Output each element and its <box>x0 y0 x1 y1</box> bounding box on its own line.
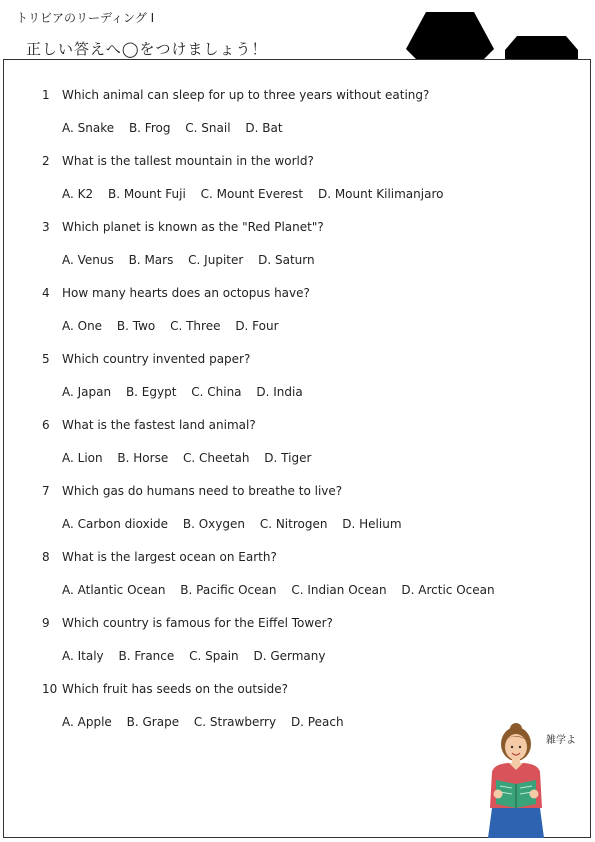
question-4 <box>42 286 310 300</box>
option-b[interactable]: B. Mars <box>128 253 174 267</box>
option-c[interactable]: C. Three <box>170 319 221 333</box>
option-d[interactable]: D. Helium <box>342 517 402 531</box>
option-a[interactable]: A. Carbon dioxide <box>62 517 169 531</box>
worksheet-title: トリビアのリーディング Ⅰ <box>16 11 155 25</box>
question-text: Which gas do humans need to breathe to live? <box>62 484 343 498</box>
question-5 <box>42 352 250 366</box>
option-c[interactable]: C. Nitrogen <box>259 517 328 531</box>
option-a[interactable]: A. Apple <box>62 715 112 729</box>
question-3 <box>42 220 324 234</box>
question-text: What is the fastest land animal? <box>62 418 256 432</box>
option-c[interactable]: C. Cheetah <box>183 451 250 465</box>
option-d[interactable]: D. Germany <box>253 649 326 663</box>
option-c[interactable]: C. Jupiter <box>188 253 244 267</box>
option-b[interactable]: B. Horse <box>117 451 169 465</box>
large-hexagon-icon <box>406 12 494 60</box>
question-text: How many hearts does an octopus have? <box>62 286 310 300</box>
option-b[interactable]: B. France <box>118 649 175 663</box>
question-10 <box>42 682 288 696</box>
option-c[interactable]: C. Snail <box>185 121 231 135</box>
question-2 <box>42 154 314 168</box>
options-9 <box>62 649 337 663</box>
options-2 <box>62 187 454 201</box>
hexagon-decoration <box>0 0 595 60</box>
question-number: 4 <box>42 286 50 300</box>
question-number: 10 <box>42 682 58 696</box>
option-a[interactable]: A. Venus <box>62 253 114 267</box>
option-c[interactable]: C. Spain <box>189 649 239 663</box>
question-number: 2 <box>42 154 50 168</box>
question-7 <box>42 484 342 498</box>
option-b[interactable]: B. Pacific Ocean <box>180 583 277 597</box>
question-8 <box>42 550 277 564</box>
option-d[interactable]: D. Peach <box>290 715 344 729</box>
option-d[interactable]: D. Saturn <box>258 253 315 267</box>
option-d[interactable]: D. Bat <box>245 121 283 135</box>
option-a[interactable]: A. K2 <box>62 187 94 201</box>
option-b[interactable]: B. Two <box>116 319 156 333</box>
options-10 <box>62 715 355 729</box>
option-a[interactable]: A. Atlantic Ocean <box>62 583 166 597</box>
option-b[interactable]: B. Grape <box>126 715 180 729</box>
question-number: 1 <box>42 88 50 102</box>
option-a[interactable]: A. Japan <box>62 385 112 399</box>
question-number: 8 <box>42 550 50 564</box>
question-text: Which planet is known as the "Red Planet"? <box>62 220 324 234</box>
options-1 <box>62 121 294 135</box>
options-8 <box>62 583 506 597</box>
option-b[interactable]: B. Frog <box>128 121 171 135</box>
question-6 <box>42 418 256 432</box>
girl-reading-book-icon <box>478 722 554 838</box>
instruction-text: 正しい答えへ◯をつけましょう！ <box>26 40 268 58</box>
options-4 <box>62 319 290 333</box>
question-number: 5 <box>42 352 50 366</box>
question-text: What is the largest ocean on Earth? <box>62 550 277 564</box>
question-9 <box>42 616 333 630</box>
option-c[interactable]: C. China <box>191 385 242 399</box>
question-text: Which country invented paper? <box>62 352 251 366</box>
question-number: 9 <box>42 616 50 630</box>
option-b[interactable]: B. Egypt <box>125 385 177 399</box>
option-a[interactable]: A. Italy <box>62 649 104 663</box>
option-d[interactable]: D. India <box>256 385 303 399</box>
option-d[interactable]: D. Arctic Ocean <box>401 583 495 597</box>
options-5 <box>62 385 314 399</box>
option-c[interactable]: C. Strawberry <box>193 715 277 729</box>
option-d[interactable]: D. Four <box>235 319 279 333</box>
option-a[interactable]: A. Lion <box>62 451 103 465</box>
options-3 <box>62 253 326 267</box>
question-text: What is the tallest mountain in the world? <box>62 154 314 168</box>
question-text: Which animal can sleep for up to three years without eating? <box>62 88 430 102</box>
option-b[interactable]: B. Mount Fuji <box>107 187 186 201</box>
option-b[interactable]: B. Oxygen <box>182 517 245 531</box>
options-7 <box>62 517 413 531</box>
question-number: 6 <box>42 418 50 432</box>
option-a[interactable]: A. One <box>62 319 103 333</box>
option-c[interactable]: C. Mount Everest <box>200 187 304 201</box>
option-c[interactable]: C. Indian Ocean <box>291 583 387 597</box>
question-text: Which country is famous for the Eiffel Tower? <box>62 616 333 630</box>
option-d[interactable]: D. Tiger <box>264 451 312 465</box>
question-number: 7 <box>42 484 50 498</box>
small-hexagon-icon <box>505 36 578 60</box>
question-number: 3 <box>42 220 50 234</box>
question-text: Which fruit has seeds on the outside? <box>62 682 289 696</box>
option-a[interactable]: A. Snake <box>62 121 115 135</box>
trivia-label: 雑学よ <box>546 735 576 746</box>
option-d[interactable]: D. Mount Kilimanjaro <box>317 187 444 201</box>
options-6 <box>62 451 322 465</box>
question-1 <box>42 88 429 102</box>
